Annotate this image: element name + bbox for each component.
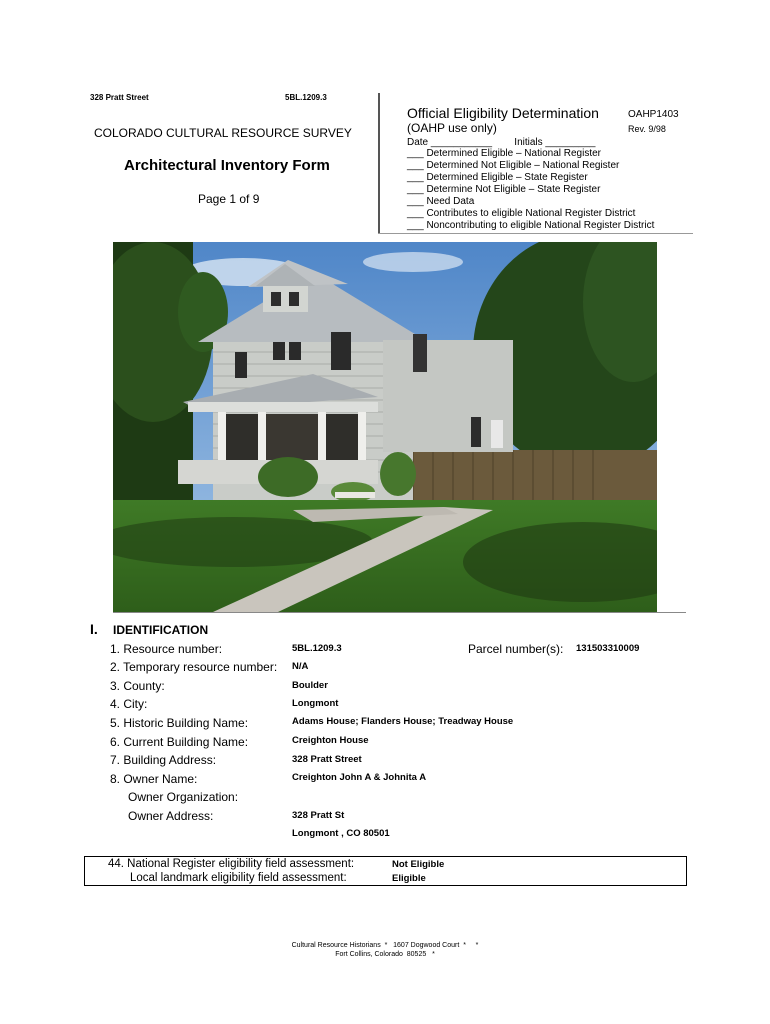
header-divider (378, 93, 380, 233)
photo-bottom-rule (113, 612, 686, 613)
field-label-address: 7. Building Address: (110, 753, 217, 767)
field-label-resource-number: 1. Resource number: (110, 642, 223, 656)
form-title: Architectural Inventory Form (124, 157, 330, 174)
field-value-owner-name: Creighton John A & Johnita A (292, 772, 427, 783)
footer-line-1: Cultural Resource Historians * 1607 Dogwood Court * * (291, 942, 479, 949)
option-item: ___ Need Data (407, 196, 475, 207)
header-resource-id: 5BL.1209.3 (285, 93, 327, 102)
national-eligibility-label: 44. National Register eligibility field assessment: (108, 858, 355, 870)
parcel-value: 131503310009 (576, 643, 640, 654)
field-value-city: Longmont (292, 698, 339, 709)
field-value-county: Boulder (292, 680, 328, 691)
field-value-address: 328 Pratt Street (292, 754, 362, 765)
field-label-owner-address: Owner Address: (128, 809, 214, 823)
field-label-owner-name: 8. Owner Name: (110, 772, 198, 786)
section-numeral: I. (90, 621, 98, 637)
official-box-bottom-rule (378, 233, 693, 234)
official-box-subtitle: (OAHP use only) (407, 121, 497, 135)
field-value-temp-number: N/A (292, 661, 309, 672)
option-item: ___ Determine Not Eligible – State Register (407, 184, 601, 195)
field-label-historic-name: 5. Historic Building Name: (110, 716, 249, 730)
field-value-resource-number: 5BL.1209.3 (292, 643, 342, 654)
parcel-label: Parcel number(s): (468, 642, 564, 656)
option-item: ___ Determined Eligible – State Register (407, 172, 588, 183)
national-eligibility-value: Not Eligible (392, 859, 445, 870)
option-item: ___ Determined Eligible – National Register (407, 148, 601, 159)
form-code: OAHP1403 (628, 109, 679, 120)
revision: Rev. 9/98 (628, 124, 666, 134)
survey-title: COLORADO CULTURAL RESOURCE SURVEY (94, 126, 352, 140)
field-value-owner-address: 328 Pratt St (292, 810, 345, 821)
option-item: ___ Noncontributing to eligible National Register District (407, 220, 655, 231)
local-eligibility-value: Eligible (392, 873, 426, 884)
field-label-current-name: 6. Current Building Name: (110, 735, 249, 749)
field-label-county: 3. County: (110, 679, 165, 693)
page-indicator: Page 1 of 9 (198, 192, 260, 206)
option-item: ___ Determined Not Eligible – National Register (407, 160, 620, 171)
official-box-title: Official Eligibility Determination (407, 105, 599, 121)
header-address: 328 Pratt Street (90, 93, 149, 102)
field-label-owner-org: Owner Organization: (128, 790, 239, 804)
field-value-current-name: Creighton House (292, 735, 369, 746)
date-initials-line: Date ___________ Initials _________ (407, 137, 596, 148)
option-item: ___ Contributes to eligible National Register District (407, 208, 636, 219)
field-label-temp-number: 2. Temporary resource number: (110, 660, 278, 674)
field-value-historic-name: Adams House; Flanders House; Treadway House (292, 716, 514, 727)
footer-line-2: Fort Collins, Colorado 80525 * (335, 951, 435, 958)
field-label-city: 4. City: (110, 697, 148, 711)
eligibility-options (407, 148, 654, 232)
section-title: IDENTIFICATION (113, 623, 209, 637)
house-photo (113, 242, 657, 612)
local-eligibility-label: Local landmark eligibility field assessment: (130, 872, 347, 884)
field-value-owner-city: Longmont , CO 80501 (292, 828, 390, 839)
